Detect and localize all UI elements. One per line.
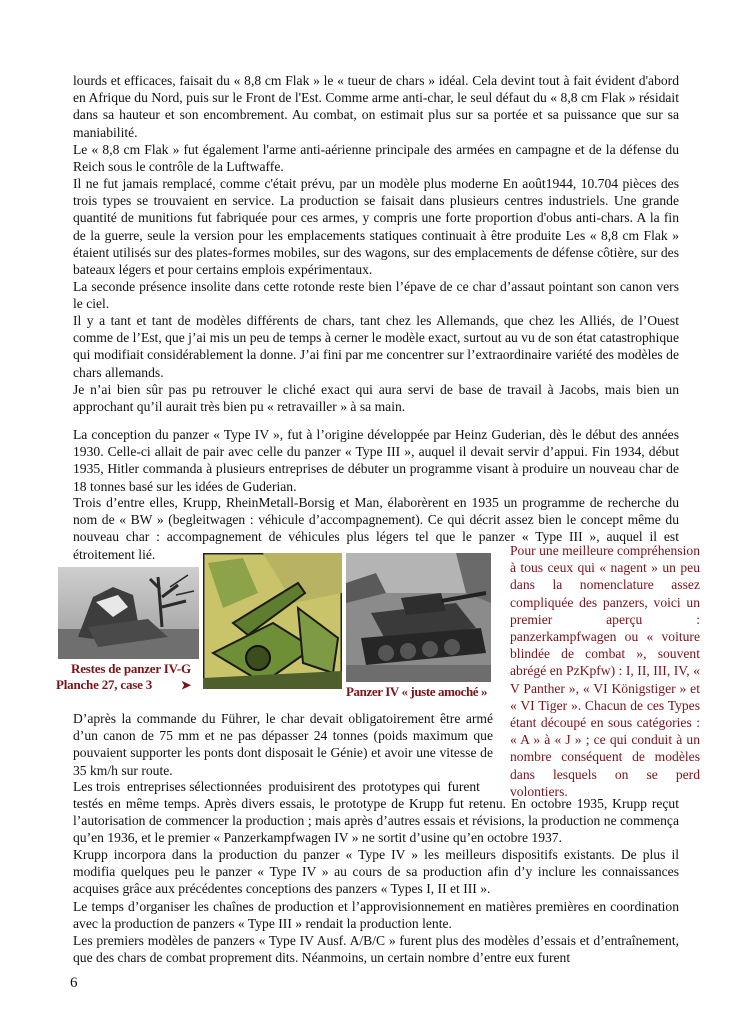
paragraph-flak-luftwaffe: Le « 8,8 cm Flak » fut également l'arme anti-aérienne principale des armées en campagne et de la défense du Reich sous le contrôle de la Luftwaffe. xyxy=(73,142,679,175)
wreck-caption-line1: Restes de panzer IV-G xyxy=(71,661,191,676)
paragraph-fuhrer-order: D’après la commande du Führer, le char devait obligatoirement être armé d’un canon de 75 mm et ne pas dépasser 24 tonnes (poids maximum que pouvaient supporter les ponts dont disposait le Génie) et avoir une vitesse de 35 km/h sur route. xyxy=(73,711,493,778)
paragraph-krupp-bw: Trois d’entre elles, Krupp, RheinMetall-Borsig et Man, élaborèrent en 1935 un programme de recherche du nom de « BW » (begleitwagen : véhicule d’accompagnement). Ce qui décrit assez bien le concept même du nouveau char : accompagnement de véhicules plus légers tel que le panzer « Type III », auquel il est étroitement lié. xyxy=(73,495,679,562)
paragraph-first-models: Les premiers modèles de panzers « Type IV Ausf. A/B/C » furent plus des modèles d’essais et d’entraînement, que des chars de combat proprement dits. Néanmoins, un certain nombre d’entre eux furent xyxy=(73,933,679,966)
paragraph-jacobs: Je n’ai bien sûr pas pu retrouver le cliché exact qui aura servi de base de travail à Jacobs, mais bien un approchant qu’il aurait très bien pu « retravailler » à sa main. xyxy=(73,382,679,415)
tank-caption: Panzer IV « juste amoché » xyxy=(346,684,488,699)
paragraph-flak-intro: lourds et efficaces, faisait du « 8,8 cm Flak » le « tueur de chars » idéal. Cela devint tout à fait évident d'abord en Afrique du Nord, puis sur le Front de l'Est. Comme arme anti-char, le seul défaut du « 8,8 cm Flak » résidait dans sa hauteur et son encombrement. Au combat, on estimait plus sur sa portée et sa puissance que sur sa maniabilité. xyxy=(73,73,679,140)
paragraph-prototypes-continued: testés en même temps. Après divers essais, le prototype de Krupp fut retenu. En octobre 1935, Krupp reçut l’autorisation de commencer la production ; mais après d’autres essais et révisions, la production ne commença qu’en 1936, et le premier « Panzerkampfwagen IV » ne sortit d’usine qu’en octobre 1937. xyxy=(73,796,679,846)
arrow-right-icon: ➤ xyxy=(181,678,191,692)
panzer-iv-photo xyxy=(346,553,491,682)
paragraph-production-chains: Le temps d’organiser les chaînes de production et l’approvisionnement en matières premières en coordination avec la production de panzers « Type III » rendait la production lente. xyxy=(73,899,679,932)
paragraph-type-iv-conception: La conception du panzer « Type IV », fut à l’origine développée par Heinz Guderian, dès le début des années 1930. Celle-ci allait de pair avec celle du panzer « Type III », auquel il devait servir d’appui. Fin 1934, début 1935, Hitler commanda à plusieurs entreprises de débuter un programme visant à produire un nouveau char de 18 tonnes basé sur les idées de Guderian. xyxy=(73,427,679,494)
comic-panel-photo xyxy=(203,553,342,689)
wreck-photo xyxy=(58,567,199,659)
page-number: 6 xyxy=(70,975,78,991)
paragraph-tank-models: Il y a tant et tant de modèles différents de chars, tant chez les Allemands, que chez les Alliés, de l’Ouest comme de l’Est, que j’ai mis un peu de temps à cerner le modèle exact, surtout au vu de son état catastrophique qui modifiait considérablement la donne. J’ai fini par me concentrer sur l’extraordinaire variété des modèles de chars allemands. xyxy=(73,313,679,380)
paragraph-krupp-improvements: Krupp incorpora dans la production du panzer « Type IV » les meilleurs dispositifs existants. De plus il modifia quelques peu le panzer « Type IV » au cours de sa production afin d’y inclure les connaissances acquises grâce aux précédentes conceptions des panzers « Types I, II et III ». xyxy=(73,847,679,897)
paragraph-prototypes-start: Les trois entreprises sélectionnées produisirent des prototypes qui furent xyxy=(73,779,480,794)
wreck-caption-line2: Planche 27, case 3 xyxy=(56,677,153,692)
paragraph-flak-production: Il ne fut jamais remplacé, comme c'était prévu, par un modèle plus moderne En août1944, 10.704 pièces des trois types se trouvaient en service. La production se faisait dans plusieurs centres industriels. Une grande quantité de munitions fut fabriquée pour ces armes, y compris une forte proportion d'obus anti-chars. A la fin de la guerre, seule la version pour les emplacements statiques continuait à être produite Les « 8,8 cm Flak » étaient utilisés sur des plates-formes mobiles, sur des wagons, sur des emplacements de défense côtière, sur des bateaux légers et pour certains emplois expérimentaux. xyxy=(73,176,679,278)
nomenclature-sidebar: Pour une meilleure compréhension à tous ceux qui « nagent » un peu dans la nomenclature assez compliquée des panzers, voici un premier aperçu : panzerkampfwagen ou « voiture blindée de combat », souvent abrégé en PzKpfw) : I, II, III, IV, « V Panther », « VI Königstiger » et « VI Tiger ». Chacun de ces Types étant découpé en sous catégories : « A » à « J » ; ce qui conduit à un nombre conséquent de modèles dans lesquels on se perd volontiers. xyxy=(510,543,700,799)
paragraph-rotonde: La seconde présence insolite dans cette rotonde reste bien l’épave de ce char d’assaut pointant son canon vers le ciel. xyxy=(73,279,679,312)
